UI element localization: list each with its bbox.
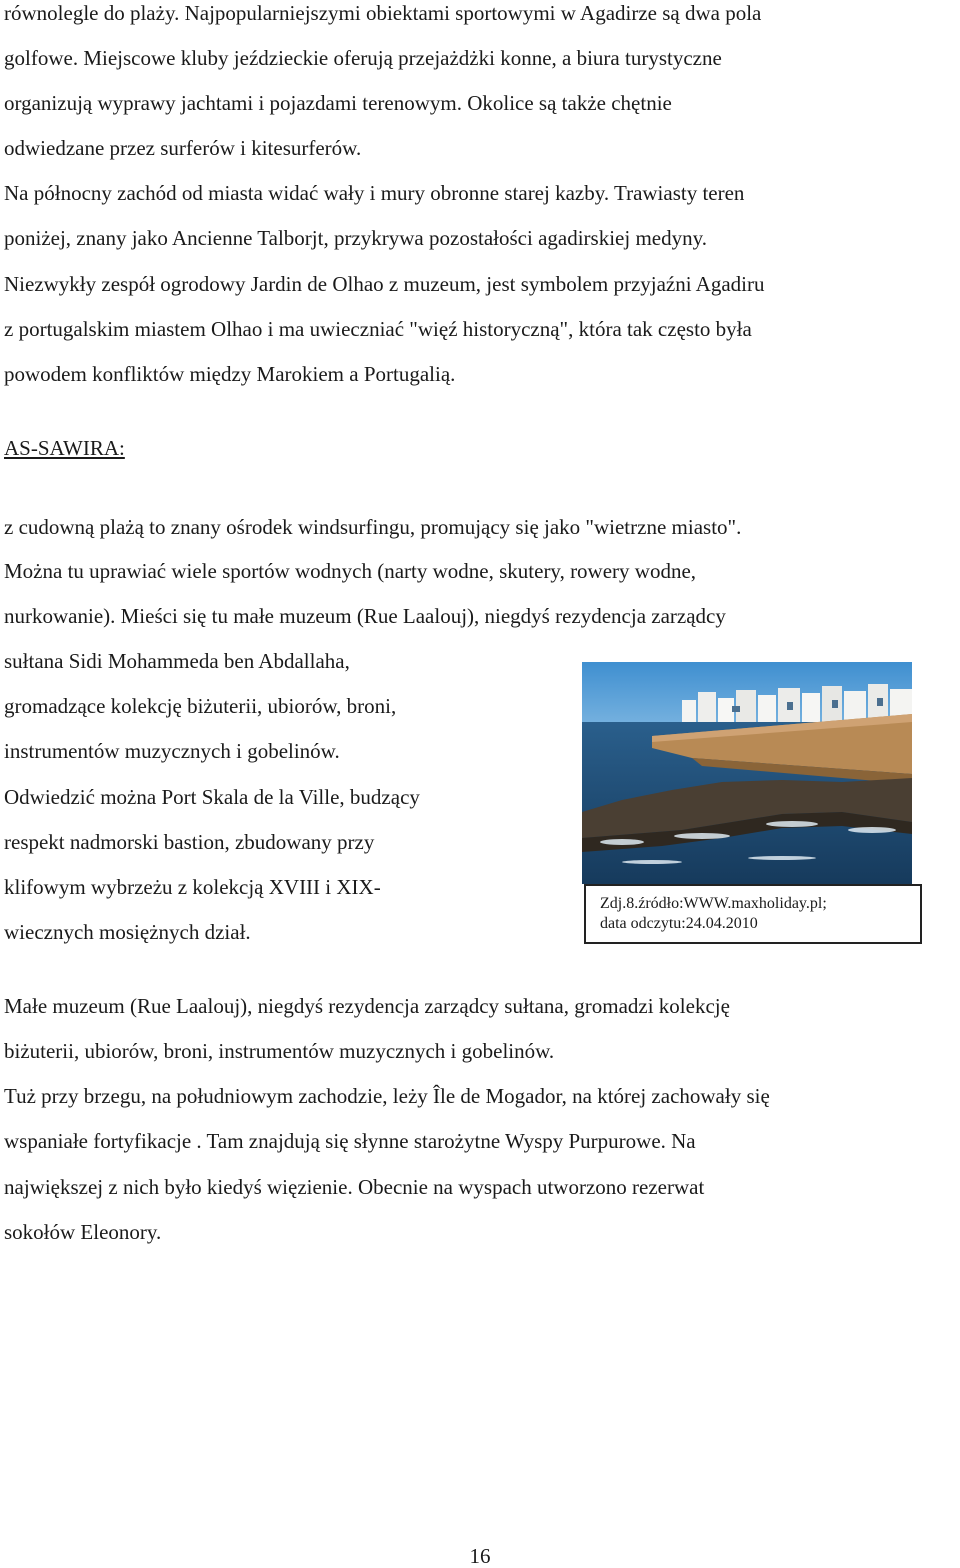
essaouira-photo <box>582 662 912 884</box>
text-line: Tuż przy brzegu, na południowym zachodzie, leży Île de Mogador, na której zachowały się <box>4 1084 770 1108</box>
text-line: z portugalskim miastem Olhao i ma uwieczniać "więź historyczną", która tak często była <box>4 317 752 341</box>
text-line: sokołów Eleonory. <box>4 1220 162 1244</box>
text-line: Małe muzeum (Rue Laalouj), niegdyś rezydencja zarządcy sułtana, gromadzi kolekcję <box>4 994 730 1018</box>
text-line: nurkowanie). Mieści się tu małe muzeum (Rue Laalouj), niegdyś rezydencja zarządcy <box>4 604 726 628</box>
text-line: Można tu uprawiać wiele sportów wodnych (narty wodne, skutery, rowery wodne, <box>4 559 697 583</box>
caption-source: Zdj.8.źródło:WWW.maxholiday.pl; <box>600 895 827 912</box>
caption-date: data odczytu:24.04.2010 <box>600 915 758 932</box>
section-heading: AS-SAWIRA: <box>4 436 125 460</box>
text-line: golfowe. Miejscowe kluby jeździeckie oferują przejażdżki konne, a biura turystyczne <box>4 46 722 70</box>
text-line: poniżej, znany jako Ancienne Talborjt, przykrywa pozostałości agadirskiej medyny. <box>4 226 707 250</box>
text-line: największej z nich było kiedyś więzienie. Obecnie na wyspach utworzono rezerwat <box>4 1175 705 1199</box>
text-line: Na północny zachód od miasta widać wały i mury obronne starej kazby. Trawiasty teren <box>4 181 745 205</box>
text-line: gromadzące kolekcję biżuterii, ubiorów, broni, <box>4 694 397 718</box>
essaouira-photo-illustration <box>582 662 912 884</box>
text-line: odwiedzane przez surferów i kitesurferów. <box>4 136 362 160</box>
text-line: Niezwykły zespół ogrodowy Jardin de Olhao z muzeum, jest symbolem przyjaźni Agadiru <box>4 272 765 296</box>
text-line: równolegle do plaży. Najpopularniejszymi obiektami sportowymi w Agadirze są dwa pola <box>4 1 762 25</box>
text-line: biżuterii, ubiorów, broni, instrumentów muzycznych i gobelinów. <box>4 1039 555 1063</box>
text-line: respekt nadmorski bastion, zbudowany przy <box>4 830 375 854</box>
text-line: Odwiedzić można Port Skala de la Ville, budzący <box>4 785 420 809</box>
text-line: wiecznych mosiężnych dział. <box>4 920 251 944</box>
text-line: z cudowną plażą to znany ośrodek windsurfingu, promujący się jako "wietrzne miasto". <box>4 515 742 539</box>
text-line: powodem konfliktów między Marokiem a Portugalią. <box>4 362 456 386</box>
page-number: 16 <box>469 1544 491 1568</box>
text-line: organizują wyprawy jachtami i pojazdami terenowym. Okolice są także chętnie <box>4 91 672 115</box>
photo-caption <box>584 884 922 944</box>
text-line: klifowym wybrzeżu z kolekcją XVIII i XIX- <box>4 875 381 899</box>
text-line: wspaniałe fortyfikacje . Tam znajdują się słynne starożytne Wyspy Purpurowe. Na <box>4 1129 696 1153</box>
text-line: sułtana Sidi Mohammeda ben Abdallaha, <box>4 649 350 673</box>
text-line: instrumentów muzycznych i gobelinów. <box>4 739 340 763</box>
